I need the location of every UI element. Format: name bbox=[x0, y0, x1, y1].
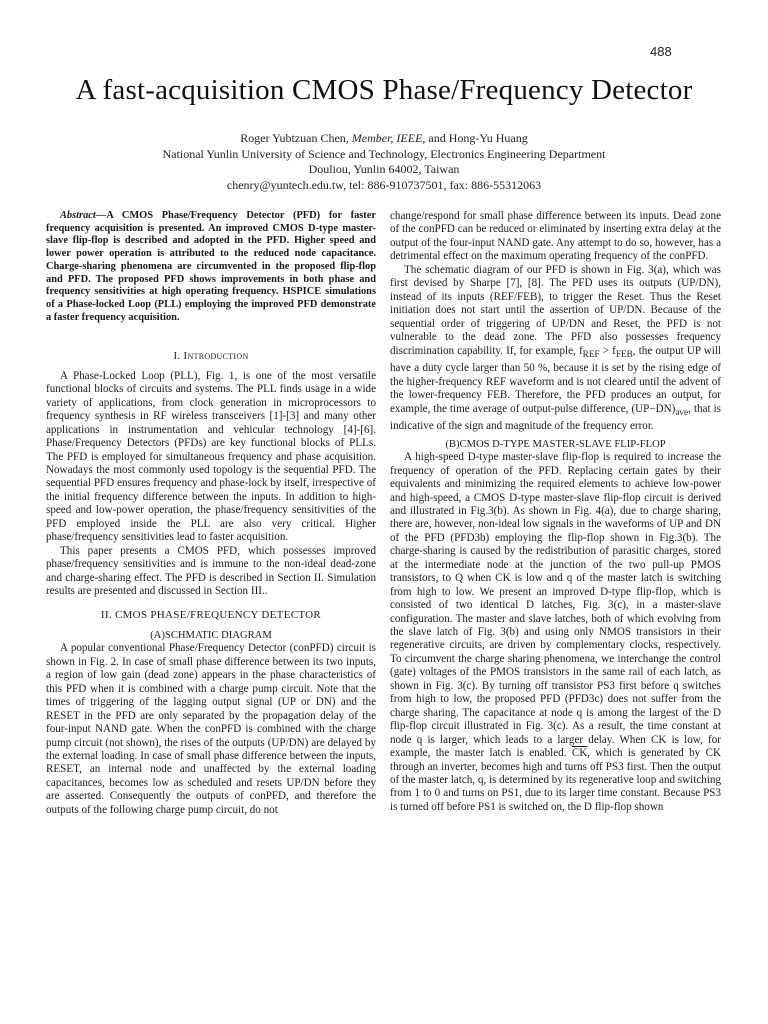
schematic-paragraph-2 bbox=[390, 264, 721, 434]
author-address: Douliou, Yunlin 64002, Taiwan bbox=[308, 162, 460, 176]
subsection-heading-schematic: (A)SCHMATIC DIAGRAM bbox=[150, 629, 272, 641]
schematic-paragraph-1: A popular conventional Phase/Frequency Detector (conPFD) circuit is shown in Fig. 2. In case of small phase difference between its two inputs, a region of low gain (dead zone) appears in the phase characteristics of this PFD when it is combined with a charge pump circuit. Note that the times of triggering of the lagging output signal (UP or DN) and the RESET in the PFD are only separated by the propagation delay of the four-input NAND gate. When the conPFD is combined with the charge pump circuit (not shown), the rises of the outputs (UP/DN) are delayed by the external loading. In case of small phase difference between the inputs, RESET, an internal node and unaffected by the external loading capacitances, becomes low as scheduled and resets UP/DN before they are asserted. Consequently the outputs of conPFD, and therefore the outputs of the following charge pump circuit, do not bbox=[46, 642, 376, 816]
author-names-suffix: and Hong-Yu Huang bbox=[428, 131, 528, 145]
page-number: 488 bbox=[650, 44, 672, 59]
abstract bbox=[46, 210, 376, 324]
subscript-ref: REF bbox=[582, 349, 600, 360]
subscript-feb: FEB bbox=[615, 349, 633, 360]
flip-flop-paragraph bbox=[390, 451, 721, 814]
abstract-label: Abstract bbox=[60, 210, 96, 221]
ck-bar-symbol: $\overline{CK}$ bbox=[571, 747, 588, 760]
schematic-paragraph-2-part-b: , the output UP will have a duty cycle larger than 50 %, because it is set by the rising edge of the higher-frequency REF waveform and is not cleared until the advent of the lower-frequency FEB. Therefore, the PFD produces an output, for example, the time average of output-pulse difference, bbox=[390, 344, 722, 415]
intro-paragraph-1: A Phase-Locked Loop (PLL), Fig. 1, is one of the most versatile functional blocks of circuits and systems. The PLL finds usage in a wide variety of applications, from clock generation in microprocessors to frequency synthesis in RF wireless transceivers [1]-[3] and many other applications in instrumentation and vehicular technology [4]-[6]. Phase/Frequency Detectors (PFDs) are key functional blocks of PLLs. The PFD is employed for simultaneous frequency and phase acquisition. Nowadays the most commonly used topology is the sequential PFD. The sequential PFD ensures frequency and phase-lock by itself, irrespective of the initial frequency difference between the inputs. In addition to high-speed and low-power operation, the phase/frequency sensitivities of the PFD employed inside the PLL are also very critical. Higher phase/frequency sensitivities lead to faster acquisition. bbox=[46, 369, 376, 544]
right-column bbox=[390, 210, 721, 814]
paper-title: A fast-acquisition CMOS Phase/Frequency Detector bbox=[75, 74, 693, 106]
subscript-ave: ave bbox=[675, 407, 689, 418]
author-block bbox=[0, 131, 768, 193]
greater-than-f: > f bbox=[599, 344, 616, 357]
author-membership: Member, IEEE, bbox=[351, 131, 426, 145]
intro-paragraph-2: This paper presents a CMOS PFD, which possesses improved phase/frequency sensitivities and is immune to the non-ideal dead-zone and charge-sharing effect. The PFD is described in Section II. Simulation results are presented and discussed in Section III.. bbox=[46, 544, 376, 598]
abstract-text: —A CMOS Phase/Frequency Detector (PFD) for faster frequency acquisition is presented. An improved CMOS D-type master-slave flip-flop is described and adopted in the PFD. Higher speed and lower power operation is attributed to the reduced node capacitance. Charge-sharing phenomena are circumvented in the proposed flip-flop and PFD. The proposed PFD shows improvements in both phase and frequency sensitivities at high operating frequency. HSPICE simulations of a Phase-locked Loop (PLL) employing the improved PFD demonstrate a faster frequency acquisition. bbox=[46, 210, 376, 323]
author-names bbox=[0, 131, 768, 147]
schematic-paragraph-2-part-c: , that is indicative of the sign and magnitude of the frequency error. bbox=[390, 402, 721, 433]
left-column bbox=[46, 210, 376, 817]
flip-flop-paragraph-part-b: , which is generated by CK through an inverter, becomes high and turns off PS3 first. Then the output of the master latch, q, is determined by its regenerative loop and switching from 1 to 0 and turns on PS1, due to its larger time constant. Because PS3 is turned off before PS1 is switched on, the D flip-flop shown bbox=[390, 747, 721, 813]
author-names-prefix: Roger Yubtzuan Chen, bbox=[240, 131, 349, 145]
author-contact: chenry@yuntech.edu.tw, tel: 886-910737501, fax: 886-55312063 bbox=[226, 177, 542, 192]
section-heading-pfd: II. CMOS PHASE/FREQUENCY DETECTOR bbox=[100, 609, 322, 622]
section-heading-introduction: I. Introduction bbox=[173, 350, 249, 363]
schematic-paragraph-1-continued: change/respond for small phase difference between its inputs. Dead zone of the conPFD can be reduced or eliminated by inserting extra delay at the output of the four-input NAND gate. Any attempt to do so, however, has a detrimental effect on the maximum operating frequency of the conPFD. bbox=[390, 210, 721, 263]
subsection-heading-flip-flop: (B)CMOS D-TYPE MASTER-SLAVE FLIP-FLOP bbox=[445, 438, 666, 450]
average-expression: (UP−DN) bbox=[631, 402, 676, 415]
flip-flop-paragraph-part-a: A high-speed D-type master-slave flip-flop is required to increase the frequency of operation of the PFD. Replacing certain gates by their equivalents and minimizing the required elements to achieve low-power and high-speed, a CMOS D-type master-slave flip-flop circuit is derived and illustrated in Fig.3(b). As shown in Fig. 4(a), due to charge sharing, there are, however, non-ideal low signals in the waveforms of UP and DN of the PFD (PFD3b) employing the flip-flop shown in Fig.3(b). The charge-sharing is caused by the redistribution of parasitic charges, stored at the intermediate node at the junction of the two pull-up PMOS transistors, to Q when CK is low and q of the master latch is switching from high to low. We present an improved D-type flip-flop, which is consisted of two identical D latches, Fig. 3(c), in a master-slave configuration. The master and slave latches, both of which evolving from the slave latch of Fig. 3(b) and using only NMOS transistors in their regenerative circuits, are driven by complementary clocks, respectively. To circumvent the charge sharing phenomena, we interchange the control (gate) voltages of the PMOS transistors in the same rail of each latch, as shown in Fig. 3(c). By turning off transistor PS3 first before q switches from high to low, the proposed PFD (PFD3c) does not suffer from the charge sharing. The capacitance at node q is among the largest of the D flip-flop circuit illustrated in Fig. 3(c). As a result, the time constant at node q is larger, which leads to a larger delay. When CK is low, for example, the master latch is enabled. bbox=[390, 451, 721, 760]
schematic-paragraph-2-part-a: The schematic diagram of our PFD is shown in Fig. 3(a), which was first devised by Sharpe [7], [8]. The PFD uses its outputs (UP/DN), instead of its inputs (REF/FEB), to trigger the Reset. Thus the Reset initiation does not start until the assertion of UP/DN. Because of the sequential order of triggering of UP/DN and Reset, the PFD is not vulnerable to the dead zone. The PFD also possesses frequency discrimination capability. If, for example, f bbox=[390, 263, 721, 357]
author-affiliation: National Yunlin University of Science and Technology, Electronics Engineering Department bbox=[162, 146, 606, 161]
